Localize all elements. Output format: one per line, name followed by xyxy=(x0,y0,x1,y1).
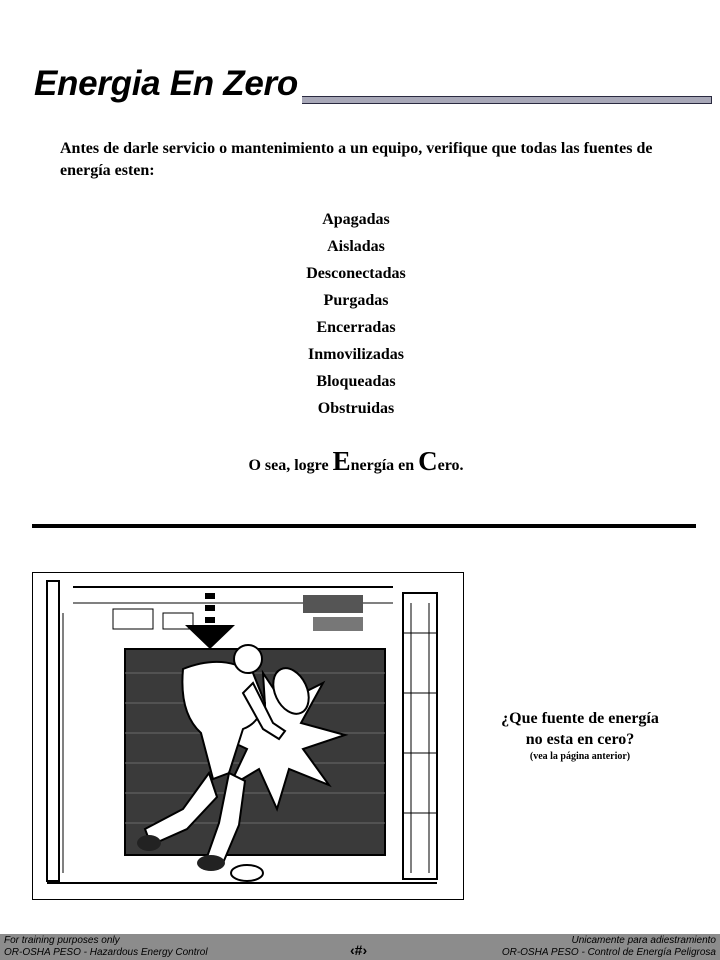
footer-right-line2: OR-OSHA PESO - Control de Energía Peligrosa xyxy=(501,947,716,958)
accident-illustration-drawing xyxy=(33,573,463,899)
question-block xyxy=(492,708,668,764)
conclusion-middle: nergía en xyxy=(350,457,419,474)
page-title: Energia En Zero xyxy=(34,62,302,106)
state-item: Encerradas xyxy=(316,319,396,336)
question-text: ¿Que fuente de energía no esta en cero? xyxy=(501,710,659,748)
footer-right-line1: Unicamente para adiestramiento xyxy=(571,935,716,946)
footer-bar xyxy=(0,934,720,960)
state-item: Aisladas xyxy=(327,238,385,255)
accident-illustration xyxy=(32,572,464,900)
intro-paragraph: Antes de darle servicio o mantenimiento a un equipo, verifique que todas las fuentes de energía esten: xyxy=(60,140,653,179)
state-item: Apagadas xyxy=(322,211,390,228)
conclusion-suffix: ero. xyxy=(437,457,464,474)
question-hint: (vea la página anterior) xyxy=(529,751,631,762)
state-item: Obstruidas xyxy=(317,400,395,417)
page-number: ‹#› xyxy=(350,942,368,958)
conclusion-big-e: E xyxy=(332,446,351,476)
section-divider xyxy=(32,524,696,528)
conclusion-big-c: C xyxy=(418,446,438,476)
conclusion-prefix: O sea, logre xyxy=(248,457,333,474)
state-item: Purgadas xyxy=(323,292,389,309)
state-item: Inmovilizadas xyxy=(307,346,404,363)
energy-states-list xyxy=(206,206,506,422)
conclusion-line xyxy=(156,446,556,477)
state-item: Bloqueadas xyxy=(316,373,396,390)
footer-left-line1: For training purposes only xyxy=(4,935,120,946)
footer-left-line2: OR-OSHA PESO - Hazardous Energy Control xyxy=(4,947,208,958)
state-item: Desconectadas xyxy=(306,265,406,282)
